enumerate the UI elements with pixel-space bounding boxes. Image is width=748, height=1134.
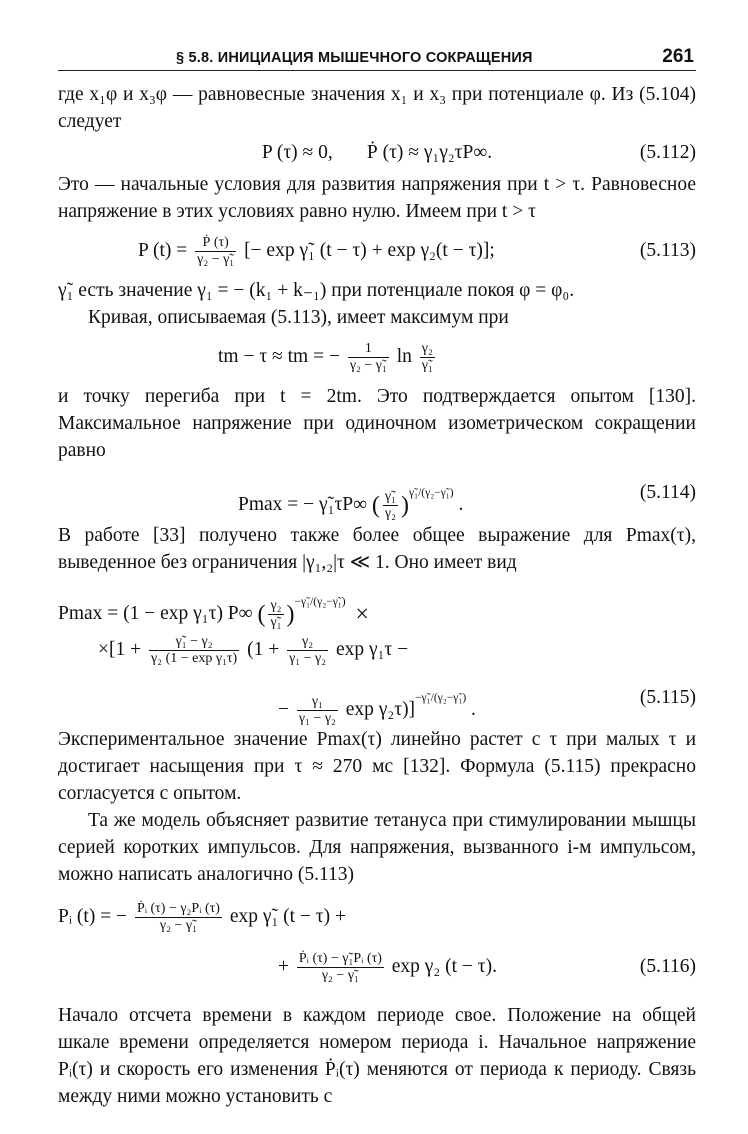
fraction-numerator: γ₂ <box>270 598 282 614</box>
left-paren: ( <box>257 601 266 628</box>
eq115-line2-b: (1 + <box>247 639 280 660</box>
eq113-lhs: P (t) = <box>138 240 188 261</box>
paragraph-1: где x₁φ и x₃φ — равновесные значения x₁ и x₃ при потенциале φ. Из (5.104) следует <box>58 84 696 132</box>
equation-number: (5.114) <box>639 482 696 503</box>
paragraph-4: Кривая, описываемая (5.113), имеет максимум при <box>88 307 509 328</box>
fraction-denominator: γ̃₁ <box>421 358 433 374</box>
equation-5-115-line-1 <box>58 580 696 631</box>
fraction-denominator: γ₂ (1 − exp γ₁τ) <box>151 651 238 667</box>
running-head: § 5.8. ИНИЦИАЦИЯ МЫШЕЧНОГО СОКРАЩЕНИЯ <box>176 50 533 66</box>
equation-number: (5.115) <box>639 687 696 708</box>
paragraph-8: Та же модель объясняет развитие тетануса при стимулировании мышцы серией коротких импульсов. Для напряжения, вызванного i-м импульсом, можно написать аналогично (5.113) <box>58 810 696 885</box>
equation-number: (5.112) <box>639 142 696 163</box>
fraction-denominator: γ₂ − γ̃₁ <box>159 918 197 934</box>
eq114-power: γ̃₁/(γ₂−γ̃₁) <box>409 487 454 499</box>
page-number: 261 <box>662 46 694 67</box>
fraction-numerator: Ṗ (τ) <box>195 235 236 252</box>
eq115-power-3: −γ̃₁/(γ₂−γ̃₁) <box>415 692 467 704</box>
fraction-numerator: γ₁ <box>297 694 338 711</box>
fraction-denominator: γ₁ − γ₂ <box>289 651 327 667</box>
paragraph-2: Это — начальные условия для развития напряжения при t > τ. Равновесное напряжение в этих условиях равно нулю. Имеем при t > τ <box>58 174 696 222</box>
eq115-fraction-2 <box>149 634 239 667</box>
fraction-numerator: γ̃₁ − γ₂ <box>149 634 239 651</box>
book-page <box>58 40 696 1110</box>
equation-tm <box>58 335 696 379</box>
fraction-denominator: γ̃₁ <box>270 615 282 631</box>
fraction-numerator: Ṗᵢ (τ) − γ₂Pᵢ (τ) <box>136 901 220 917</box>
eq115-fraction-4 <box>297 694 338 727</box>
eq116-plus: + <box>278 956 289 977</box>
eqtm-fraction <box>348 341 389 374</box>
eq115-line3-a: − <box>278 699 289 720</box>
eq116-rhs1: exp γ̃₁ (t − τ) + <box>229 906 347 927</box>
eqtm-lhs: tm − τ ≈ tm = − <box>218 346 340 367</box>
equation-5-116-line-2 <box>58 944 696 990</box>
eq114-lhs: Pmax = − γ̃₁τP∞ <box>238 494 368 515</box>
fraction-denominator: γ₂ − γ̃₁ <box>321 968 359 984</box>
eq112-part-b: Ṗ (τ) ≈ γ₁γ₂τP∞. <box>366 142 493 163</box>
eqtm-ln-fraction <box>420 341 435 374</box>
equation-number: (5.116) <box>639 956 696 977</box>
fraction-numerator: 1 <box>348 341 389 358</box>
eq114-fraction <box>383 489 398 522</box>
eq115-fraction-3 <box>287 634 328 667</box>
eq115-line2-c: exp γ₁τ − <box>335 639 409 660</box>
times-sign: × <box>355 601 369 628</box>
left-paren: ( <box>371 492 380 519</box>
fraction-numerator: γ̃₁ <box>384 489 396 505</box>
fraction-denominator: γ₁ − γ₂ <box>298 711 336 727</box>
equation-number: (5.113) <box>639 240 696 261</box>
fraction-denominator: γ₂ − γ̃₁ <box>197 252 235 268</box>
paragraph-3: γ̃₁ есть значение γ₁ = − (k₁ + k₋₁) при потенциале покоя φ = φ₀. <box>58 280 575 301</box>
eqtm-ln: ln <box>396 346 412 367</box>
fraction-numerator: γ₂ <box>421 341 433 357</box>
eq115-power-1: −γ̃₁/(γ₂−γ̃₁) <box>294 596 346 608</box>
eq116-lhs: Pᵢ (t) = − <box>58 906 128 927</box>
eq115-line2-a: ×[1 + <box>98 639 142 660</box>
equation-5-114: Pmax = − γ̃₁τP∞ ( $\frac{\text{γ̃₁}}{\text{γ₂}}$ )$^{\gammã_1/(\gamma_2-\gammã_1)}$ . (5.114) <box>58 468 696 518</box>
eq112-part-a: P (τ) ≈ 0, <box>261 142 333 163</box>
eq116-fraction-2 <box>297 951 384 984</box>
right-paren: ) <box>286 601 295 628</box>
eq113-rhs: [− exp γ̃₁ (t − τ) + exp γ₂(t − τ)]; <box>244 240 495 261</box>
fraction-numerator: Ṗᵢ (τ) − γ̃₁Pᵢ (τ) <box>298 951 382 967</box>
paragraph-9: Начало отсчета времени в каждом периоде свое. Положение на общей шкале времени определяется номером периода i. Начальное напряжение Pᵢ(τ) и скорость его изменения Ṗᵢ(τ) меняются от периода к периоду. Связь между ними можно установить с <box>58 1005 696 1107</box>
equation-5-116-line-1 <box>58 894 696 940</box>
right-paren: ) <box>401 492 409 519</box>
equation-5-115-line-2 <box>58 628 696 672</box>
fraction-denominator: γ₂ − γ̃₁ <box>349 358 387 374</box>
eq116-fraction-1 <box>135 901 222 934</box>
eq115-line1: Pmax = (1 − exp γ₁τ) P∞ <box>58 603 253 624</box>
eq113-fraction <box>195 235 236 268</box>
equation-5-115-line-3: − $\frac{\text{γ₁}}{\text{γ₁ − γ₂}}$ exp γ₂τ)]$^{-\gammã_1/(\gamma_2-\gammã_1)}$ . (5.115) <box>58 676 696 720</box>
eq115-fraction-1 <box>268 598 283 631</box>
eq116-rhs2: exp γ₂ (t − τ). <box>391 956 497 977</box>
paragraph-7: Экспериментальное значение Pmax(τ) линейно растет с τ при малых τ и достигает насыщения при τ ≈ 270 мс [132]. Формула (5.115) прекрасно согласуется с опытом. <box>58 729 696 804</box>
equation-5-112 <box>58 139 696 167</box>
page-header <box>58 40 696 71</box>
fraction-numerator: γ₂ <box>287 634 328 651</box>
eq115-line3-b: exp γ₂τ)] <box>345 699 416 720</box>
paragraph-5: и точку перегиба при t = 2tm. Это подтверждается опытом [130]. Максимальное напряжение при одиночном изометрическом сокращении равно <box>58 386 696 461</box>
equation-5-113 <box>58 229 696 273</box>
paragraph-6: В работе [33] получено также более общее выражение для Pmax(τ), выведенное без ограничения |γ₁,₂|τ ≪ 1. Оно имеет вид <box>58 525 696 573</box>
fraction-denominator: γ₂ <box>384 506 396 522</box>
